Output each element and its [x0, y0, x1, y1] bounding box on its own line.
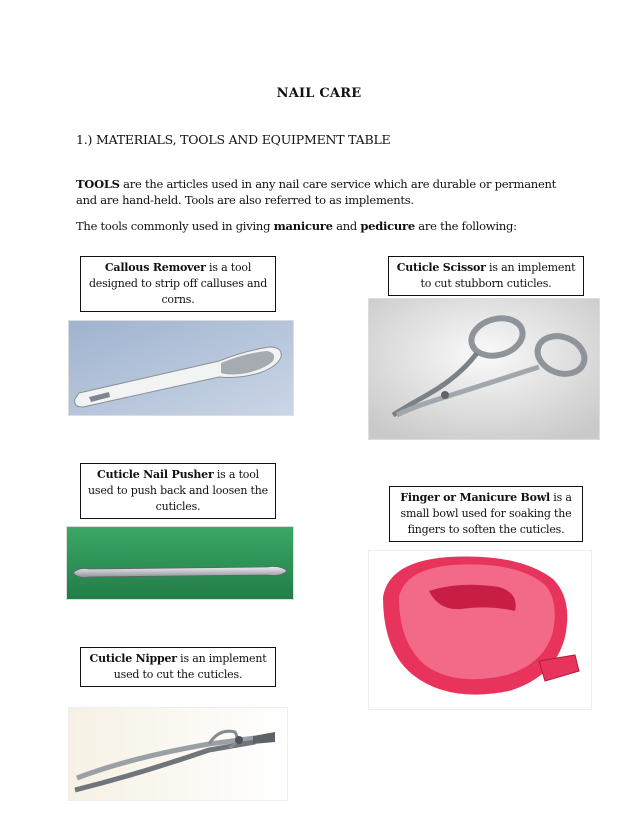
common-manicure: manicure — [273, 219, 333, 233]
section-heading: 1.) MATERIALS, TOOLS AND EQUIPMENT TABLE — [76, 132, 391, 147]
intro-paragraph — [76, 176, 576, 208]
cuticle-scissor-caption — [388, 256, 584, 296]
cuticle-pusher-caption — [80, 463, 276, 519]
tool-desc: is an implement to cut stubborn cuticles. — [420, 261, 576, 290]
cuticle-pusher-photo — [66, 526, 294, 600]
tool-name: Finger or Manicure Bowl — [400, 491, 551, 504]
tool-desc: is a tool designed to strip off calluses and corns. — [88, 261, 268, 306]
tool-name: Cuticle Nipper — [89, 652, 177, 665]
tool-desc: is a tool used to push back and loosen the cuticles. — [88, 468, 268, 513]
cuticle-scissor-photo — [368, 298, 600, 440]
cuticle-nipper-photo — [68, 707, 288, 801]
finger-bowl-caption — [389, 486, 583, 542]
tool-name: Callous Remover — [104, 261, 206, 274]
tool-name: Cuticle Nail Pusher — [97, 468, 214, 481]
finger-bowl-photo — [368, 550, 592, 710]
tool-name: Cuticle Scissor — [396, 261, 486, 274]
page-title: NAIL CARE — [276, 86, 362, 101]
cuticle-nipper-caption — [80, 647, 276, 687]
common-mid: and — [332, 219, 361, 233]
common-pre: The tools commonly used in giving — [76, 219, 274, 233]
common-post: are the following: — [414, 219, 517, 233]
intro-text: are the articles used in any nail care service which are durable or permanent and are hand-held. Tools are also referred to as implements. — [76, 177, 557, 207]
tool-desc: is a small bowl used for soaking the fingers to soften the cuticles. — [400, 491, 572, 536]
tool-desc: is an implement used to cut the cuticles. — [113, 652, 267, 681]
common-pedicure: pedicure — [360, 219, 415, 233]
common-tools-paragraph — [76, 218, 596, 234]
callous-remover-caption — [80, 256, 276, 312]
callous-remover-photo — [68, 320, 294, 416]
intro-bold-term: TOOLS — [76, 177, 120, 191]
